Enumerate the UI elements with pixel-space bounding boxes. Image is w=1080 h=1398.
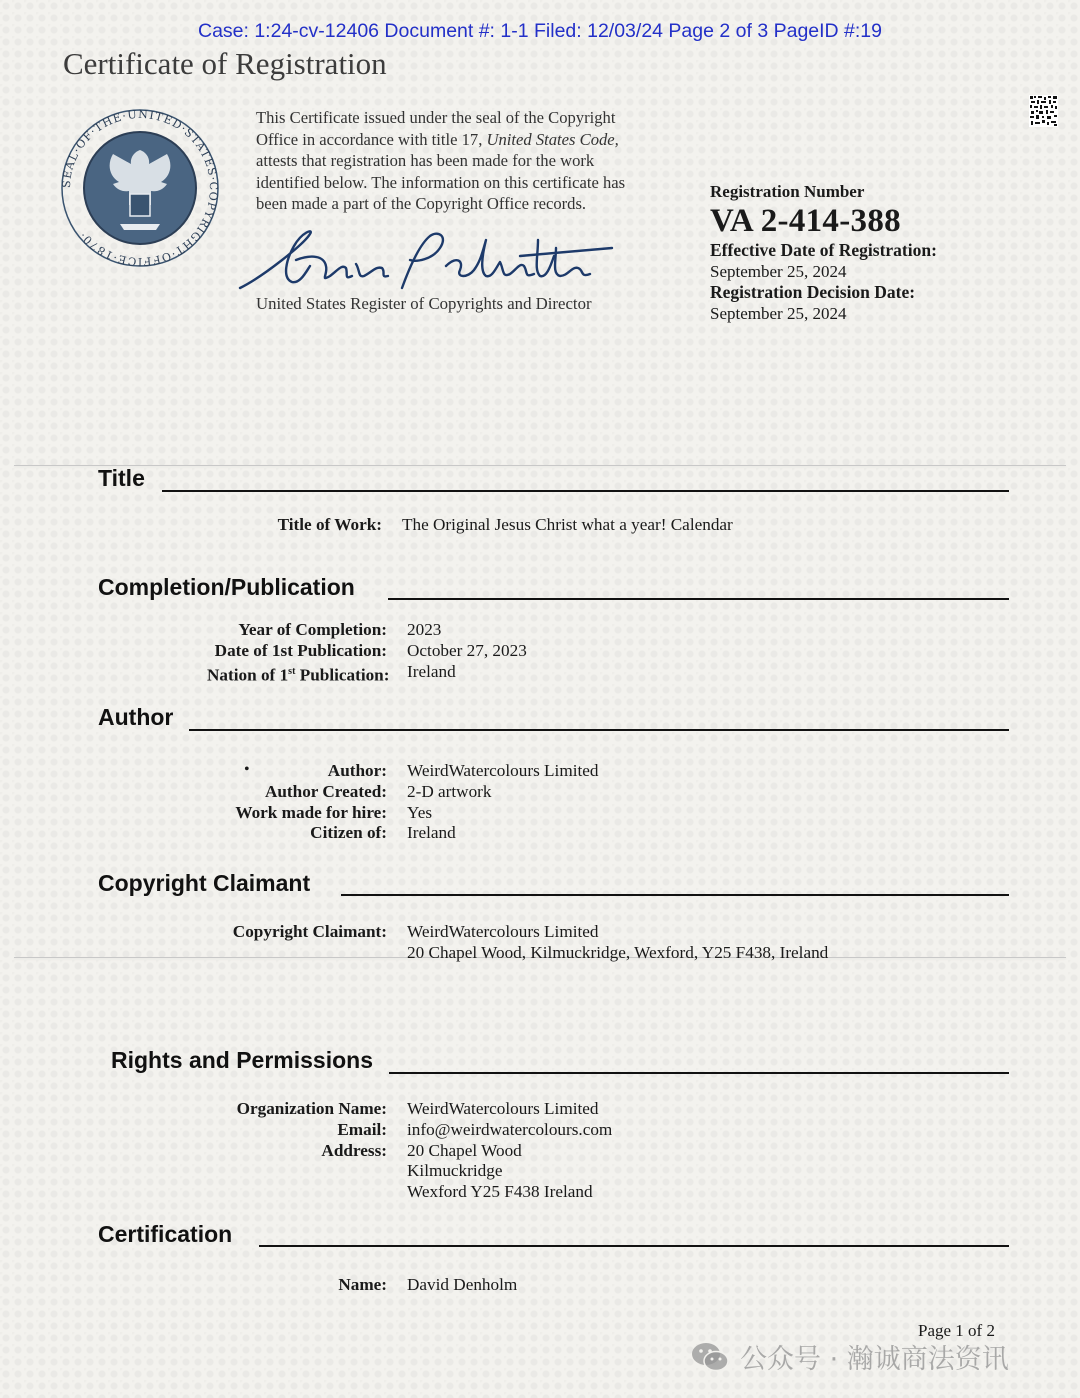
- claimant-fields: [207, 922, 828, 964]
- section-heading-completion: Completion/Publication: [98, 574, 355, 600]
- signature-icon: [234, 226, 614, 298]
- decision-date-label: Registration Decision Date:: [710, 282, 916, 302]
- author-bullet: •: [244, 761, 250, 778]
- citizen-of-value: Ireland: [407, 823, 456, 843]
- work-for-hire-label: Work made for hire:: [235, 802, 387, 822]
- watermark: [690, 1337, 1009, 1376]
- section-rule: [189, 729, 1009, 731]
- effective-date: September 25, 2024: [710, 262, 847, 281]
- certification-name-value: David Denholm: [407, 1275, 518, 1294]
- work-for-hire-value: Yes: [407, 802, 433, 822]
- paper-fold: [14, 465, 1066, 466]
- rights-fields: [207, 1099, 612, 1203]
- registration-number: VA 2-414-388: [710, 203, 901, 239]
- copyright-claimant-label: Copyright Claimant:: [232, 922, 387, 941]
- intro-line: This Certificate issued under the seal of the Copyright: [256, 108, 616, 127]
- intro-line: identified below. The information on this certificate has: [256, 172, 626, 192]
- citizen-of-label: Citizen of:: [310, 823, 387, 843]
- address-line-3: Wexford Y25 F438 Ireland: [407, 1182, 593, 1202]
- author-label: Author:: [327, 761, 387, 780]
- author-created-value: 2-D artwork: [407, 781, 492, 801]
- author-value: WeirdWatercolours Limited: [407, 761, 599, 780]
- email-label: Email:: [337, 1119, 387, 1139]
- nation-of-publication-value: Ireland: [407, 661, 456, 681]
- registration-number-label: Registration Number: [710, 182, 865, 201]
- intro-code-italic: United States Code,: [486, 129, 619, 149]
- certificate-intro: [256, 107, 676, 215]
- section-rule: [341, 894, 1009, 896]
- email-value: info@weirdwatercolours.com: [407, 1119, 613, 1139]
- copyright-claimant-name: WeirdWatercolours Limited: [407, 922, 599, 941]
- section-rule: [162, 490, 1009, 492]
- registration-block: [710, 181, 1040, 324]
- address-line-1: 20 Chapel Wood: [407, 1140, 522, 1160]
- date-of-publication-value: October 27, 2023: [407, 640, 527, 660]
- section-heading-certification: Certification: [98, 1221, 233, 1247]
- address-line-2: Kilmuckridge: [407, 1161, 503, 1181]
- certificate-title: Certificate of Registration: [63, 46, 387, 81]
- section-rule: [388, 598, 1009, 600]
- title-fields: [202, 515, 733, 536]
- organization-name-label: Organization Name:: [236, 1099, 387, 1118]
- seal-text: SEAL·OF·THE·UNITED·STATES·COPYRIGHT·OFFICE·1870·: [59, 107, 221, 269]
- case-header: Case: 1:24-cv-12406 Document #: 1-1 Filed: 12/03/24 Page 2 of 3 PageID #:19: [197, 20, 882, 42]
- section-heading-author: Author: [98, 704, 174, 730]
- title-of-work-value: The Original Jesus Christ what a year! Calendar: [402, 515, 733, 534]
- author-created-label: Author Created:: [264, 781, 387, 801]
- watermark-text: 公众号 · 瀚诚商法资讯: [740, 1344, 1009, 1375]
- qr-code-icon: [1029, 95, 1058, 127]
- effective-date-label: Effective Date of Registration:: [710, 240, 937, 260]
- section-heading-rights: Rights and Permissions: [111, 1047, 374, 1073]
- intro-line: Office in accordance with title 17,: [256, 129, 487, 149]
- completion-fields: [207, 620, 527, 686]
- nation-of-publication-label: Nation of 1st Publication:: [207, 665, 390, 685]
- certification-fields: [207, 1275, 517, 1296]
- section-heading-claimant: Copyright Claimant: [98, 870, 311, 896]
- year-of-completion-value: 2023: [407, 620, 442, 639]
- address-label: Address:: [321, 1140, 387, 1160]
- section-rule: [389, 1072, 1009, 1074]
- author-fields: [207, 761, 598, 844]
- organization-name-value: WeirdWatercolours Limited: [407, 1099, 599, 1118]
- wechat-icon: [690, 1340, 730, 1374]
- decision-date: September 25, 2024: [710, 304, 847, 323]
- title-of-work-label: Title of Work:: [277, 515, 382, 534]
- certification-name-label: Name:: [338, 1275, 387, 1294]
- copyright-office-seal-icon: [58, 106, 222, 270]
- year-of-completion-label: Year of Completion:: [238, 620, 387, 639]
- copyright-claimant-address: 20 Chapel Wood, Kilmuckridge, Wexford, Y25 F438, Ireland: [407, 942, 829, 962]
- intro-line: been made a part of the Copyright Office records.: [256, 194, 587, 214]
- page-number: Page 1 of 2: [918, 1321, 995, 1340]
- section-heading-title: Title: [98, 465, 145, 491]
- register-of-copyrights-title: United States Register of Copyrights and Director: [256, 294, 592, 313]
- date-of-publication-label: Date of 1st Publication:: [214, 640, 387, 660]
- intro-line: attests that registration has been made for the work: [256, 151, 595, 171]
- section-rule: [259, 1245, 1009, 1247]
